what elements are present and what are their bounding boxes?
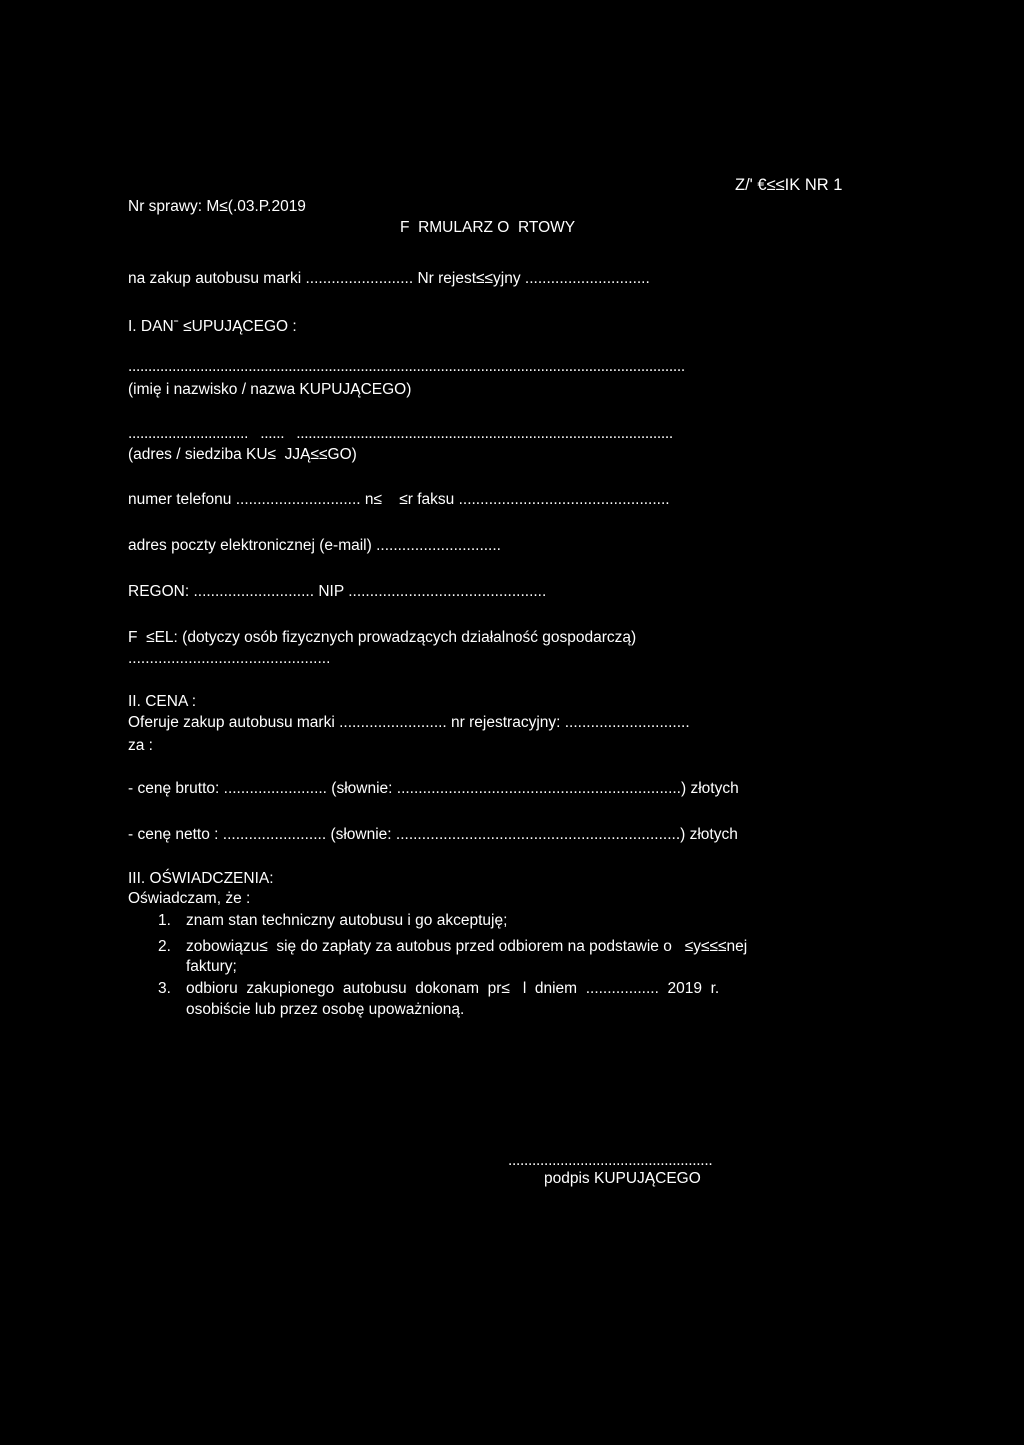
case-number: Nr sprawy: M≤(.03.P.2019: [128, 198, 306, 215]
address-caption: (adres / siedziba KU≤ JJĄ≤≤GO): [128, 446, 357, 463]
item-2-text-cont: faktury;: [186, 958, 237, 975]
form-title: F RMULARZ O RTOWY: [400, 219, 576, 236]
address-dots: .............................. ...... ..............................................................................................: [128, 425, 673, 442]
item-3-text-cont: osobiście lub przez osobę upoważnioną.: [186, 1001, 465, 1018]
offer-line: Oferuje zakup autobusu marki ......................... nr rejestracyjny: .............................: [128, 714, 690, 731]
item-3-number: 3.: [158, 980, 171, 997]
name-caption: (imię i nazwisko / nazwa KUPUJĄCEGO): [128, 381, 412, 398]
signature-dots: ...................................................: [508, 1152, 713, 1169]
email-line: adres poczty elektronicznej (e-mail) .............................: [128, 537, 501, 554]
item-1-number: 1.: [158, 912, 171, 929]
for-label: za :: [128, 737, 153, 754]
purchase-line: na zakup autobusu marki ......................... Nr rejest≤≤yjny .............................: [128, 270, 650, 287]
name-dots: ...........................................................................................................................................: [128, 358, 685, 375]
signature-caption: podpis KUPUJĄCEGO: [544, 1170, 701, 1187]
item-2-number: 2.: [158, 938, 171, 955]
section3-heading: III. OŚWIADCZENIA:: [128, 870, 274, 887]
phone-fax-line: numer telefonu ............................. n≤ ≤r faksu .................................................: [128, 491, 670, 508]
item-3-text: odbioru zakupionego autobusu dokonam pr≤ l dniem ................. 2019 r.: [186, 980, 720, 997]
section2-heading: II. CENA :: [128, 693, 197, 710]
statement-intro: Oświadczam, że :: [128, 890, 251, 907]
regon-nip-line: REGON: ............................ NIP ..............................................: [128, 583, 547, 600]
item-1-text: znam stan techniczny autobusu i go akceptuję;: [186, 912, 508, 929]
net-price-line: - cenę netto : ........................ (słownie: ..................................................................) złotych: [128, 826, 738, 843]
section1-heading: I. DANˉ ≤UPUJĄCEGO :: [128, 318, 297, 335]
pesel-line: F ≤EL: (dotyczy osób fizycznych prowadzących działalność gospodarczą): [128, 629, 637, 646]
pesel-dots: ...............................................: [128, 650, 331, 667]
item-2-text: zobowiązu≤ się do zapłaty za autobus przed odbiorem na podstawie o ≤y≤≤≤nej: [186, 938, 748, 955]
annex-label: Z/' €≤≤IK NR 1: [735, 176, 843, 194]
gross-price-line: - cenę brutto: ........................ (słownie: ..................................................................) złotych: [128, 780, 739, 797]
